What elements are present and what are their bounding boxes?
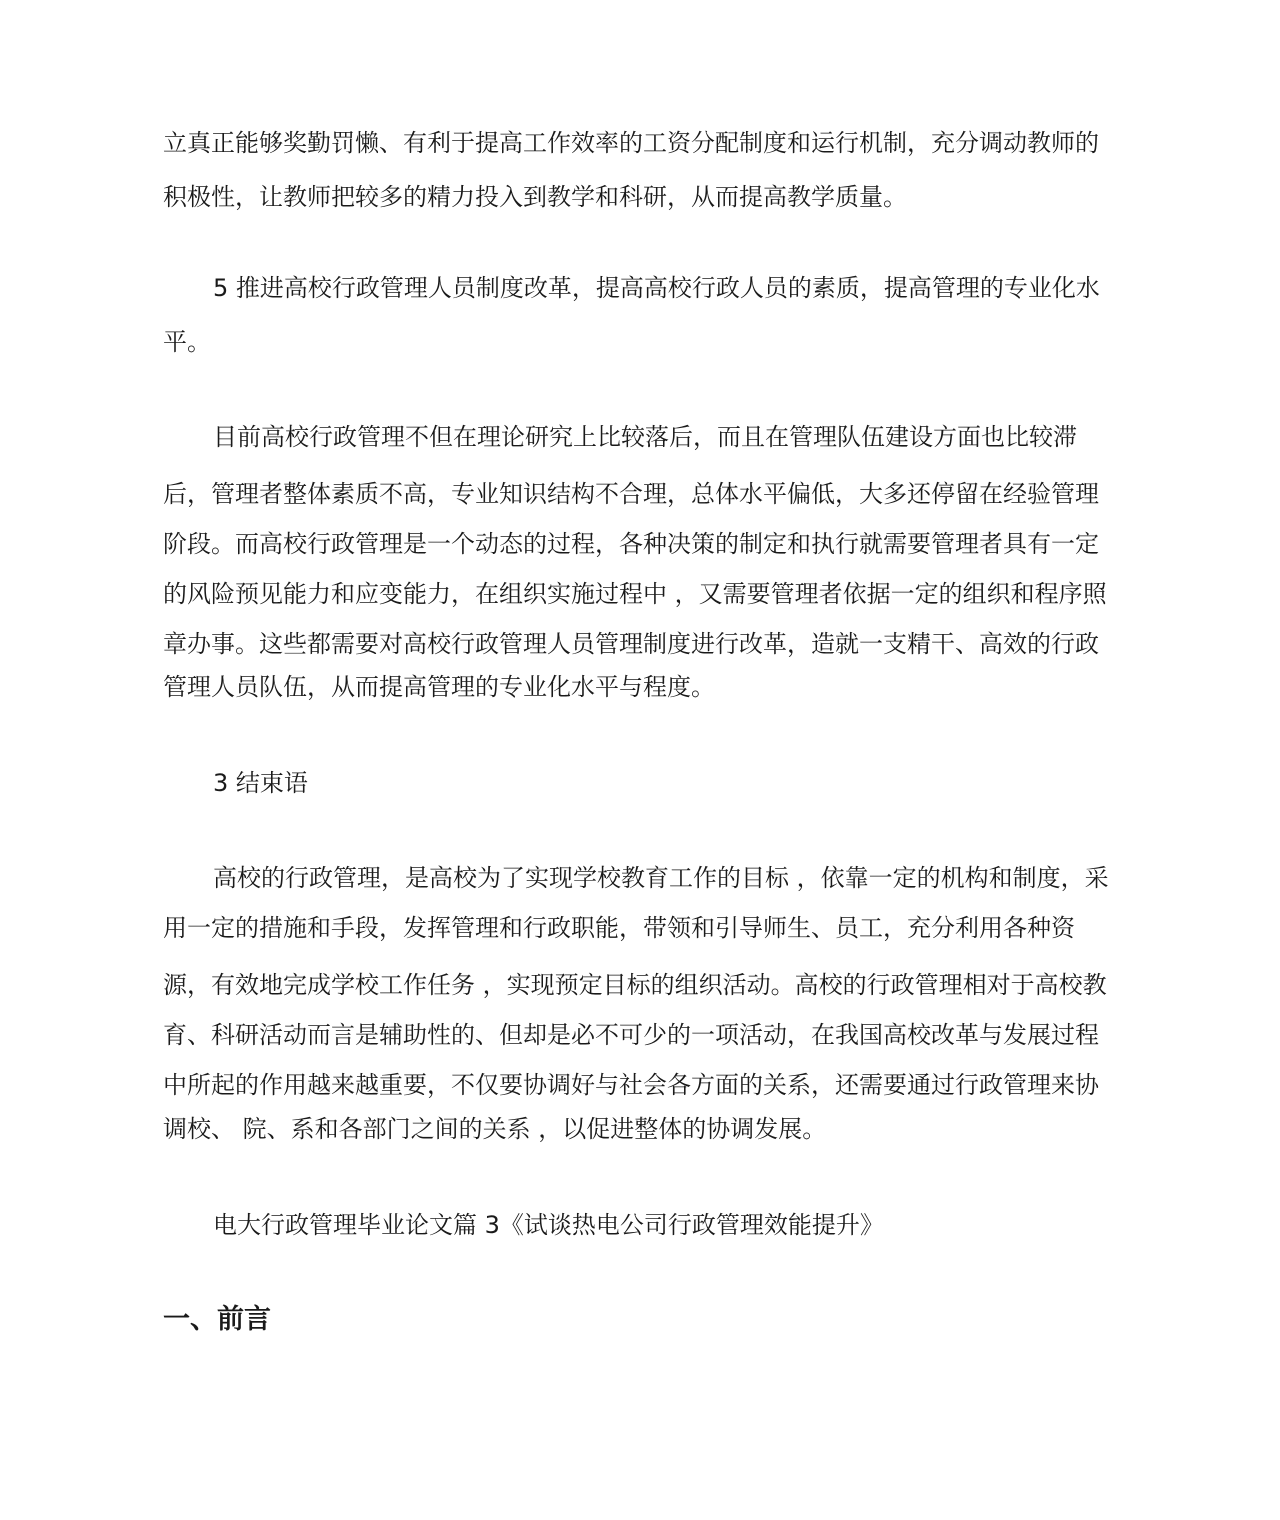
section-heading: 5 推进高校行政管理人员制度改革，提高高校行政人员的素质，提高管理的专业化水 [213,274,1100,302]
paragraph-line: 章办事。这些都需要对高校行政管理人员管理制度进行改革，造就一支精干、高效的行政 [163,630,1099,658]
paragraph-line: 目前高校行政管理不但在理论研究上比较落后，而且在管理队伍建设方面也比较滞 [213,423,1077,451]
paragraph-line: 调校、 院、系和各部门之间的关系 ，以促进整体的协调发展。 [163,1115,827,1143]
section-heading: 平。 [163,328,211,356]
paragraph-line: 育、科研活动而言是辅助性的、但却是必不可少的一项活动，在我国高校改革与发展过程 [163,1021,1099,1049]
article-title: 电大行政管理毕业论文篇 3《试谈热电公司行政管理效能提升》 [213,1211,884,1239]
paragraph-line: 管理人员队伍，从而提高管理的专业化水平与程度。 [163,673,715,701]
paragraph-line: 立真正能够奖勤罚懒、有利于提高工作效率的工资分配制度和运行机制，充分调动教师的 [163,129,1099,157]
paragraph-line: 后，管理者整体素质不高，专业知识结构不合理，总体水平偏低，大多还停留在经验管理 [163,480,1099,508]
paragraph-line: 用一定的措施和手段，发挥管理和行政职能，带领和引导师生、员工，充分利用各种资 [163,914,1075,942]
heading-preface: 一、前言 [163,1304,271,1335]
paragraph-line: 源，有效地完成学校工作任务 ，实现预定目标的组织活动。高校的行政管理相对于高校教 [163,971,1107,999]
paragraph-line: 积极性，让教师把较多的精力投入到教学和科研，从而提高教学质量。 [163,183,907,211]
paragraph-line: 中所起的作用越来越重要，不仅要协调好与社会各方面的关系，还需要通过行政管理来协 [163,1071,1099,1099]
paragraph-line: 的风险预见能力和应变能力，在组织实施过程中 ，又需要管理者依据一定的组织和程序照 [163,580,1107,608]
paragraph-line: 高校的行政管理，是高校为了实现学校教育工作的目标 ，依靠一定的机构和制度，采 [213,864,1109,892]
section-title: 3 结束语 [213,769,308,797]
paragraph-line: 阶段。而高校行政管理是一个动态的过程，各种决策的制定和执行就需要管理者具有一定 [163,530,1099,558]
